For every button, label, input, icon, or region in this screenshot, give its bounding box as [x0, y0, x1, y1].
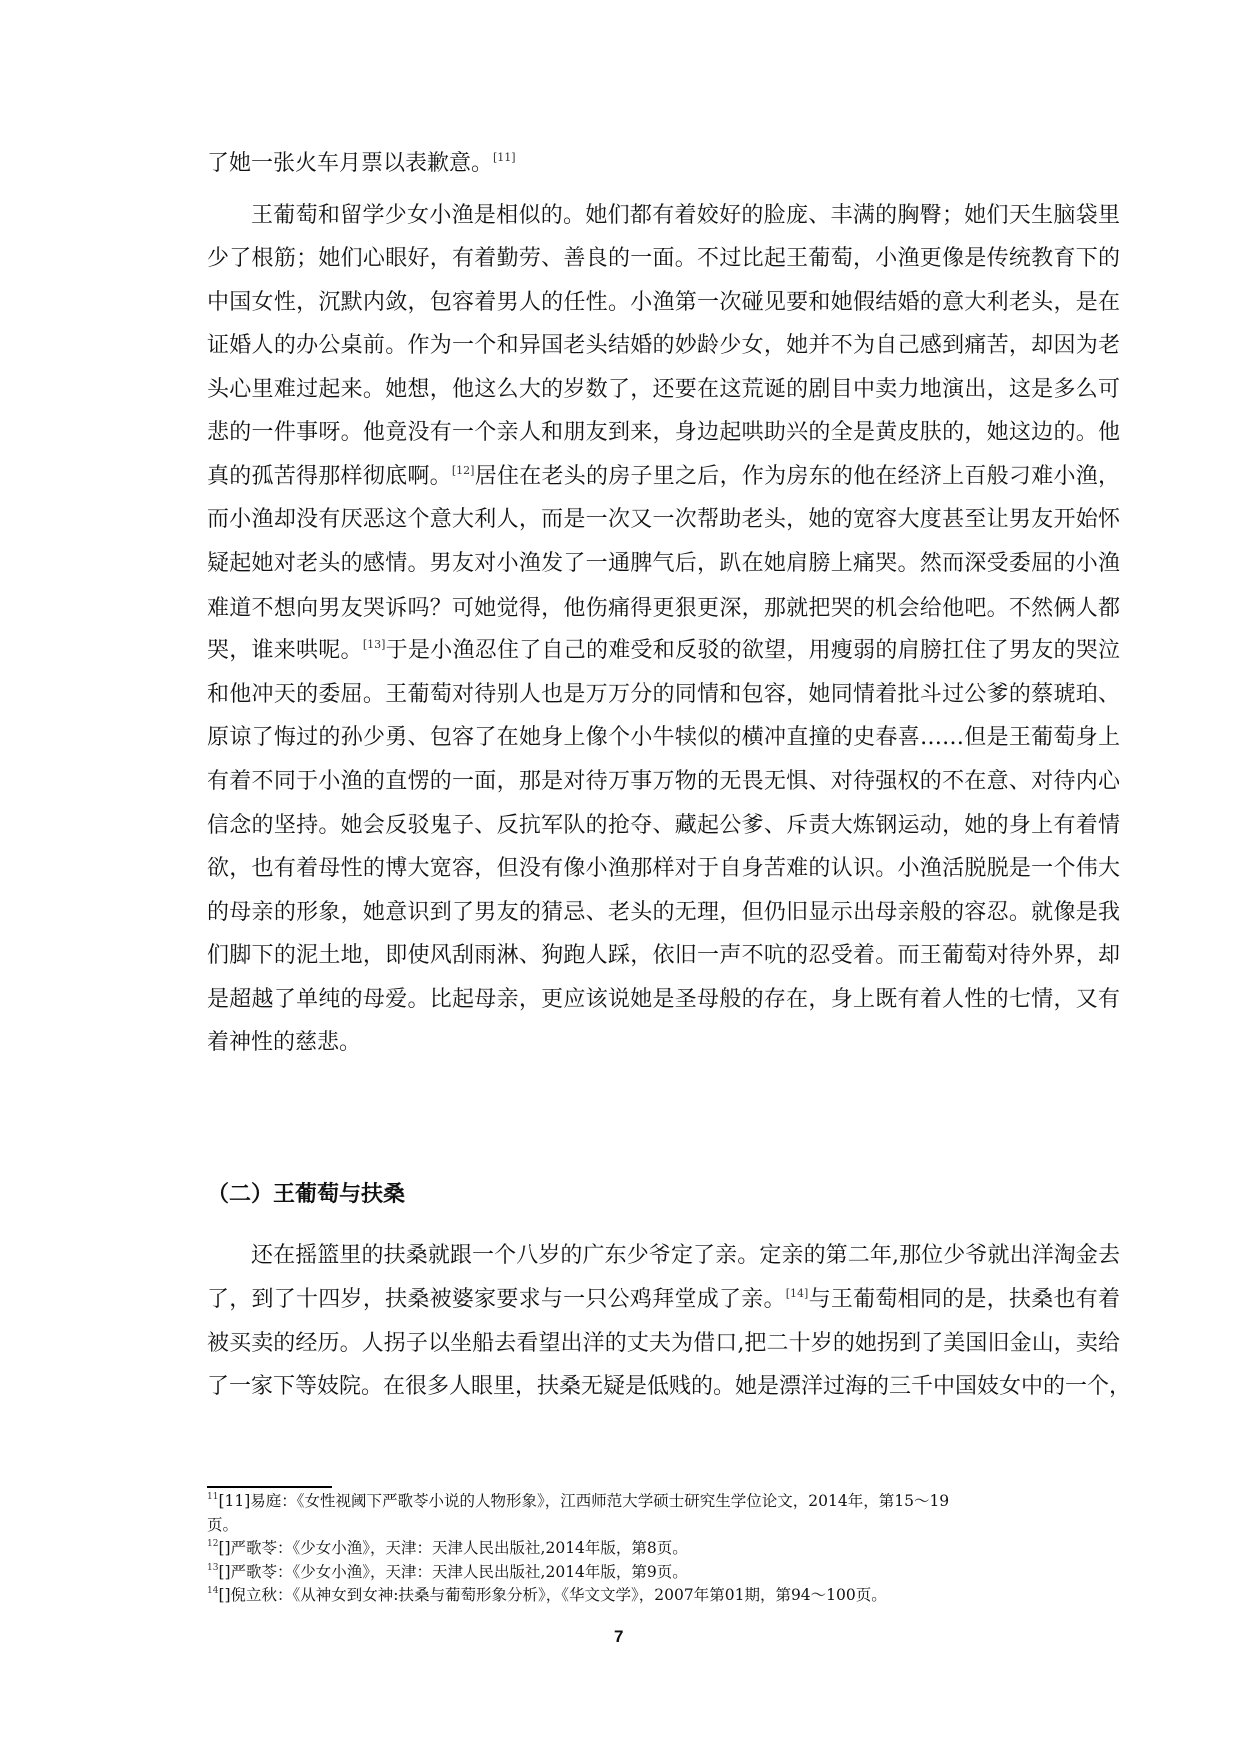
- line-text: 头心里难过起来。她想，他这么大的岁数了，还要在这荒诞的剧目中卖力地演出，这是多么可: [207, 377, 1120, 402]
- body-line: [207, 1372, 1132, 1402]
- line-text: 被买卖的经历。人拐子以坐船去看望出洋的丈夫为借口,把二十岁的她拐到了美国旧金山，卖给: [207, 1331, 1120, 1356]
- footnote-reference[interactable]: [13]: [362, 638, 386, 651]
- line-text: 居住在老头的房子里之后，作为房东的他在经济上百般刁难小渔，: [474, 464, 1120, 489]
- footnote-number: 12: [207, 1539, 219, 1549]
- footnote-text: []倪立秋：《从神女到女神:扶桑与葡萄形象分析》，《华文文学》，2007年第01期，第94～100页。: [218, 1586, 887, 1604]
- body-line: [207, 636, 1120, 666]
- line-text: 信念的坚持。她会反驳鬼子、反抗军队的抢夺、藏起公爹、斥责大炼钢运动，她的身上有着情: [207, 813, 1120, 838]
- page-number: 7: [614, 1627, 624, 1646]
- line-text: 原谅了悔过的孙少勇、包容了在她身上像个小牛犊似的横冲直撞的史春喜……但是王葡萄身上: [207, 725, 1120, 750]
- footnote-number: 11: [207, 1492, 219, 1502]
- footnote: [207, 1490, 1127, 1512]
- line-text: 了一家下等妓院。在很多人眼里，扶桑无疑是低贱的。她是漂洋过海的三千中国妓女中的一个，: [207, 1374, 1132, 1399]
- line-text: 还在摇篮里的扶桑就跟一个八岁的广东少爷定了亲。定亲的第二年,那位少爷就出洋淘金去: [251, 1243, 1120, 1268]
- footnote-separator: [207, 1486, 332, 1488]
- footnote-text: 页。: [207, 1516, 239, 1534]
- footnote: [207, 1514, 1127, 1536]
- body-line: [207, 375, 1120, 405]
- line-text: 于是小渔忍住了自己的难受和反驳的欲望，用瘦弱的肩膀扛住了男友的哭泣: [385, 638, 1120, 663]
- line-text: 真的孤苦得那样彻底啊。: [207, 464, 452, 489]
- line-text: 有着不同于小渔的直愣的一面，那是对待万事万物的无畏无惧、对待强权的不在意、对待内心: [207, 769, 1120, 794]
- footnote-text: [11]易庭：《女性视阈下严歌苓小说的人物形象》，江西师范大学硕士研究生学位论文，2014年，第15～19: [218, 1492, 950, 1510]
- body-line: [207, 418, 1120, 448]
- line-text: 的母亲的形象，她意识到了男友的猜忌、老头的无理，但仍旧显示出母亲般的容忍。就像是我: [207, 900, 1120, 925]
- body-line: [207, 941, 1120, 971]
- line-text: 难道不想向男友哭诉吗？可她觉得，他伤痛得更狠更深，那就把哭的机会给他吧。不然俩人都: [207, 596, 1120, 621]
- footnote-number: 14: [207, 1586, 219, 1596]
- body-line: [207, 505, 1120, 535]
- body-line: [207, 680, 1120, 710]
- body-line: [207, 331, 1120, 361]
- line-text: 而小渔却没有厌恶这个意大利人，而是一次又一次帮助老头，她的宽容大度甚至让男友开始怀: [207, 507, 1120, 532]
- footnote-number: 13: [207, 1563, 219, 1573]
- line-text: 和他冲天的委屈。王葡萄对待别人也是万万分的同情和包容，她同情着批斗过公爹的蔡琥珀、: [207, 682, 1120, 707]
- line-text: 悲的一件事呀。他竟没有一个亲人和朋友到来，身边起哄助兴的全是黄皮肤的，她这边的。他: [207, 420, 1120, 445]
- body-line: [207, 898, 1120, 928]
- body-line: [207, 244, 1120, 274]
- line-text: 疑起她对老头的感情。男友对小渔发了一通脾气后，趴在她肩膀上痛哭。然而深受委屈的小渔: [207, 551, 1120, 576]
- body-line: [207, 1285, 1120, 1315]
- line-text: 是超越了单纯的母爱。比起母亲，更应该说她是圣母般的存在，身上既有着人性的七情，又有: [207, 987, 1120, 1012]
- line-text: 哭，谁来哄呢。: [207, 638, 363, 663]
- body-line: [207, 1028, 1120, 1058]
- body-line: [207, 1241, 1120, 1271]
- body-line: [207, 549, 1120, 579]
- footnote: [207, 1584, 1127, 1606]
- line-text: 了她一张火车月票以表歉意。: [207, 151, 494, 176]
- line-text: 与王葡萄相同的是，扶桑也有着: [808, 1287, 1120, 1312]
- line-text: 着神性的慈悲。: [207, 1030, 362, 1055]
- footnote-text: []严歌苓：《少女小渔》，天津：天津人民出版社,2014年版，第9页。: [218, 1563, 688, 1581]
- body-line: [207, 723, 1120, 753]
- footnote-reference[interactable]: [14]: [785, 1287, 809, 1300]
- body-line: [207, 767, 1120, 797]
- line-text: 欲，也有着母性的博大宽容，但没有像小渔那样对于自身苦难的认识。小渔活脱脱是一个伟大: [207, 856, 1120, 881]
- body-line: [207, 149, 1120, 179]
- line-text: 们脚下的泥土地，即使风刮雨淋、狗跑人踩，依旧一声不吭的忍受着。而王葡萄对待外界，却: [207, 943, 1120, 968]
- body-line: [207, 288, 1120, 318]
- footnote: [207, 1561, 1127, 1583]
- footnote-reference[interactable]: [11]: [493, 151, 516, 164]
- body-line: [207, 201, 1120, 231]
- line-text: 王葡萄和留学少女小渔是相似的。她们都有着姣好的脸庞、丰满的胸臀；她们天生脑袋里: [251, 203, 1120, 228]
- section-heading: （二）王葡萄与扶桑: [207, 1182, 406, 1207]
- body-line: [207, 811, 1120, 841]
- footnote-reference[interactable]: [12]: [451, 464, 475, 477]
- footnote-text: []严歌苓：《少女小渔》，天津：天津人民出版社,2014年版，第8页。: [218, 1539, 688, 1557]
- body-line: [207, 462, 1120, 492]
- body-line: [207, 1329, 1120, 1359]
- body-line: [207, 985, 1120, 1015]
- body-line: [207, 854, 1120, 884]
- line-text: 了，到了十四岁，扶桑被婆家要求与一只公鸡拜堂成了亲。: [207, 1287, 786, 1312]
- body-line: [207, 594, 1120, 624]
- line-text: 证婚人的办公桌前。作为一个和异国老头结婚的妙龄少女，她并不为自己感到痛苦，却因为老: [207, 333, 1120, 358]
- line-text: 中国女性，沉默内敛，包容着男人的任性。小渔第一次碰见要和她假结婚的意大利老头，是在: [207, 290, 1120, 315]
- footnote: [207, 1537, 1127, 1559]
- line-text: 少了根筋；她们心眼好，有着勤劳、善良的一面。不过比起王葡萄，小渔更像是传统教育下的: [207, 246, 1120, 271]
